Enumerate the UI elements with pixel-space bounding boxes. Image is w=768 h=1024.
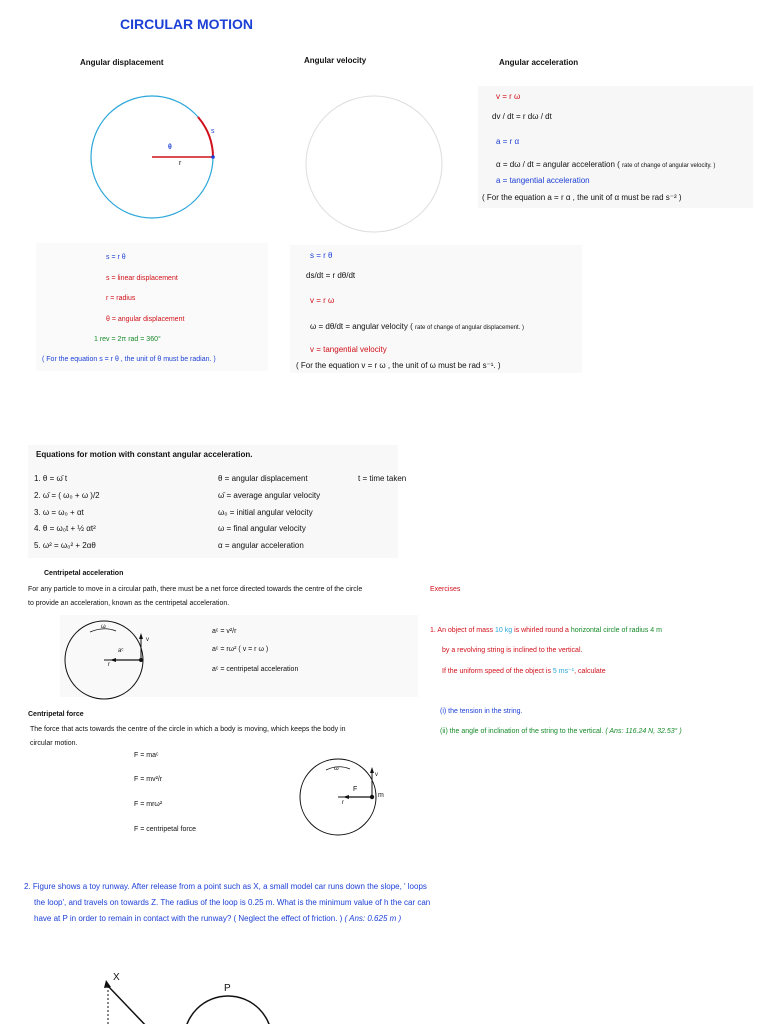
acc-a-label: aᶜ: [118, 648, 124, 654]
const-def-3: ω₀ = initial angular velocity: [218, 508, 313, 517]
q2-line-1: 2. Figure shows a toy runway. After release from a point such as X, a small model car runs down the slope, ' loops: [24, 882, 427, 891]
s-label: s: [211, 128, 215, 135]
q2-line-3: have at P in order to remain in contact with the runway? ( Neglect the effect of friction. ) ( Ans: 0.625 m ): [34, 914, 402, 923]
force-m-label: m: [378, 792, 384, 799]
vel-eq-4: ω = dθ/dt = angular velocity ( rate of change of angular displacement. ): [310, 322, 525, 331]
const-eq-3: 3. ω = ω₀ + αt: [34, 508, 84, 517]
centripetal-force-p1: The force that acts towards the centre of the circle in which a body is moving, which keeps the body in: [30, 726, 346, 733]
force-r-label: r: [342, 800, 344, 806]
const-def-4: ω = final angular velocity: [218, 524, 306, 533]
disp-eq-4: θ = angular displacement: [106, 316, 185, 323]
page-title: CIRCULAR MOTION: [120, 16, 253, 32]
acc-eq-1: v = r ω: [496, 92, 521, 101]
constant-acc-heading: Equations for motion with constant angular acceleration.: [36, 450, 253, 459]
vel-eq-note: ( For the equation v = r ω , the unit of ω must be rad s⁻¹. ): [296, 361, 501, 370]
disp-eq-3: r = radius: [106, 295, 136, 302]
q1-part-ii: (ii) the angle of inclination of the string to the vertical. ( Ans: 116.24 N, 32.53° ): [440, 728, 682, 735]
exercises-heading: Exercises: [430, 586, 461, 593]
centripetal-force-p2: circular motion.: [30, 740, 78, 747]
acc-eq-5: a = tangential acceleration: [496, 176, 590, 185]
r-label: r: [179, 160, 182, 167]
q2-line-2: the loop', and travels on towards Z. The radius of the loop is 0.25 m. What is the minimum value of h the car can: [34, 898, 431, 907]
point-X-label: X: [113, 972, 120, 983]
const-eq-2: 2. ω̄ = ( ω₀ + ω )/2: [34, 491, 100, 500]
runway-slope: [108, 986, 150, 1024]
const-time: t = time taken: [358, 474, 407, 483]
acc-eq-4: α = dω / dt = angular acceleration ( rate of change of angular velocity. ): [496, 160, 716, 169]
const-eq-5: 5. ω² = ω₀² + 2αθ: [34, 541, 96, 550]
header-angular-acceleration: Angular acceleration: [499, 58, 579, 67]
header-angular-velocity: Angular velocity: [304, 56, 367, 65]
force-v-label: v: [375, 772, 378, 778]
centripetal-eq-3: aᶜ = centripetal acceleration: [212, 666, 299, 673]
disp-eq-1: s = r θ: [106, 254, 126, 261]
acc-v-label: v: [146, 637, 149, 643]
const-def-1: θ = angular displacement: [218, 474, 308, 483]
acc-eq-3: a = r α: [496, 137, 520, 146]
q1-line-3: If the uniform speed of the object is 5 ms⁻¹, calculate: [442, 668, 606, 675]
header-angular-displacement: Angular displacement: [80, 58, 164, 67]
const-def-5: α = angular acceleration: [218, 541, 304, 550]
centripetal-eq-1: aᶜ = v²/r: [212, 628, 237, 635]
force-F-label: F: [353, 786, 358, 793]
centripetal-eq-2: aᶜ = rω² ( v = r ω ): [212, 646, 269, 653]
centripetal-acc-heading: Centripetal acceleration: [44, 570, 124, 577]
acc-r-label: r: [108, 662, 110, 668]
force-eq-1: F = maᶜ: [134, 752, 159, 759]
disp-eq-note: ( For the equation s = r θ , the unit of θ must be radian. ): [42, 356, 216, 363]
q1-line-1: 1. An object of mass 10 kg is whirled round a horizontal circle of radius 4 m: [430, 627, 662, 634]
q1-line-2: by a revolving string is inclined to the vertical.: [442, 647, 583, 654]
vel-eq-5: v = tangential velocity: [310, 345, 387, 354]
vel-eq-3: v = r ω: [310, 296, 335, 305]
acc-eq-note: ( For the equation a = r α , the unit of α must be rad s⁻² ): [482, 193, 682, 202]
disp-eq-5: 1 rev = 2π rad = 360°: [94, 336, 161, 343]
const-def-2: ω̄ = average angular velocity: [218, 491, 321, 500]
const-eq-1: 1. θ = ω̄ t: [34, 474, 68, 483]
force-omega-label: ω: [334, 766, 339, 772]
vel-eq-1: s = r θ: [310, 251, 333, 260]
const-eq-4: 4. θ = ω₀t + ½ αt²: [34, 524, 96, 533]
centripetal-acc-p2: to provide an acceleration, known as the centripetal acceleration.: [28, 600, 230, 607]
vel-eq-2: ds/dt = r dθ/dt: [306, 271, 356, 280]
disp-eq-2: s = linear displacement: [106, 275, 178, 282]
force-eq-3: F = mrω²: [134, 801, 163, 808]
point-P-label: P: [224, 983, 231, 994]
force-eq-2: F = mv²/r: [134, 776, 163, 783]
centripetal-force-heading: Centripetal force: [28, 711, 84, 718]
acc-eq-2: dv / dt = r dω / dt: [492, 112, 552, 121]
theta-label: θ: [168, 144, 172, 151]
acc-omega-label: ω: [101, 624, 106, 630]
force-eq-4: F = centripetal force: [134, 826, 197, 833]
loop-circle: [184, 996, 272, 1024]
q1-part-i: (i) the tension in the string.: [440, 708, 523, 715]
centripetal-acc-p1: For any particle to move in a circular path, there must be a net force directed towards the centre of the circle: [28, 586, 363, 593]
